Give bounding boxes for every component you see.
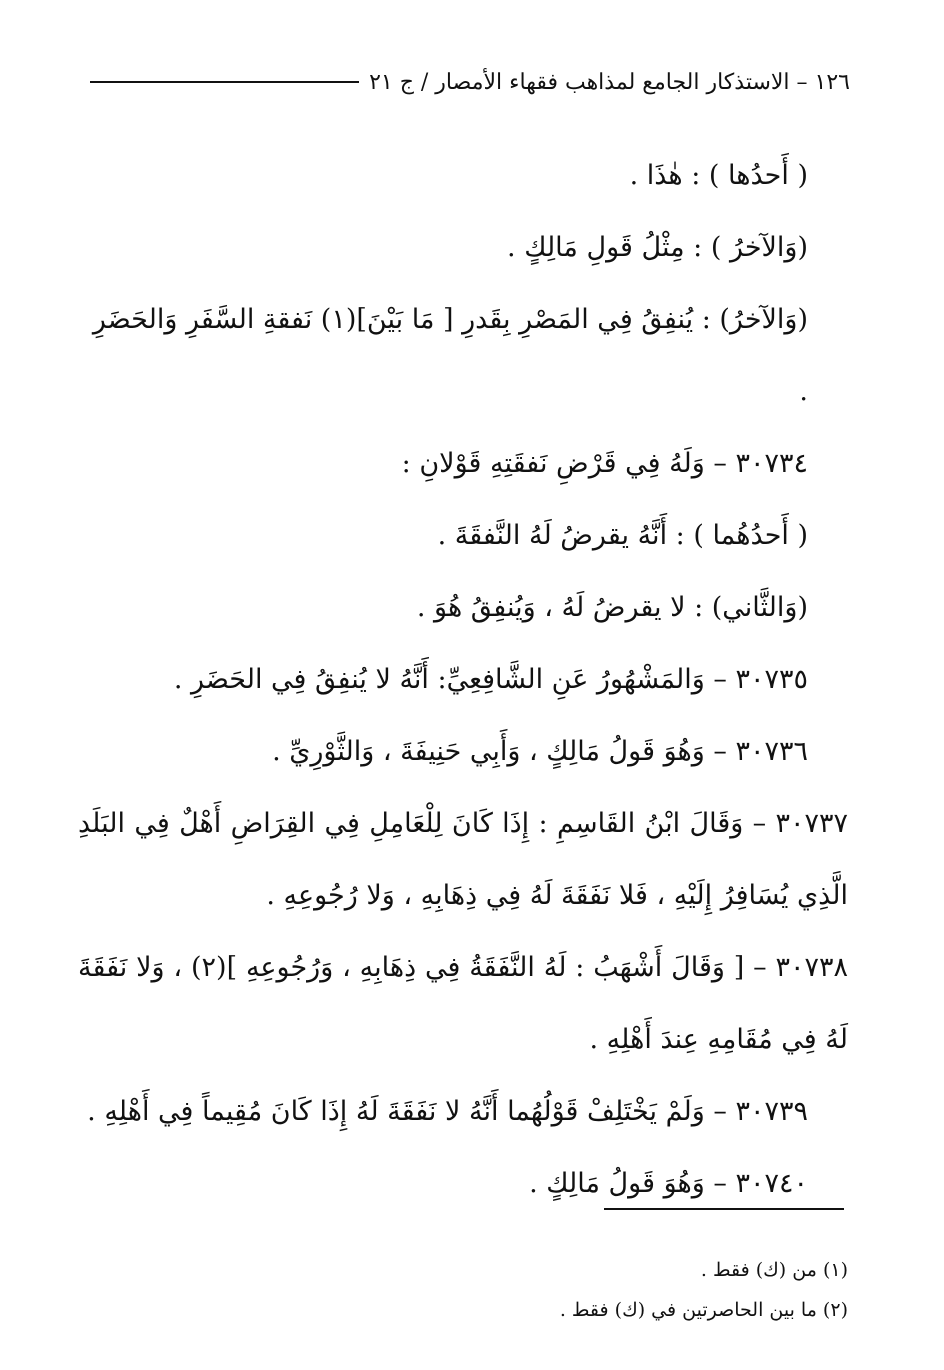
footnote: (٢) ما بين الحاصرتين في (ك) فقط . <box>559 1299 848 1321</box>
paragraph: (وَالثَّاني) : لا يقرضُ لَهُ ، وَيُنفِقُ هُوَ . <box>416 592 808 623</box>
page-header <box>90 62 850 102</box>
running-title: ١٢٦ – الاستذكار الجامع لمذاهب فقهاء الأمصار / ج ٢١ <box>369 69 850 95</box>
paragraph: ( أَحدُها ) : هٰذَا . <box>629 160 808 191</box>
footnote: (١) من (ك) فقط . <box>700 1259 848 1281</box>
paragraph: ٣٠٧٣٥ – وَالمَشْهُورُ عَنِ الشَّافِعِيِّ: أَنَّهُ لا يُنفِقُ فِي الحَضَرِ . <box>173 664 808 695</box>
header-rule <box>90 81 359 83</box>
paragraph: ٣٠٧٣٧ – وَقَالَ ابْنُ القَاسِمِ : إِذَا كَانَ لِلْعَامِلِ فِي القِرَاضِ أَهْلٌ فِي البَلَدِ الَّذِي يُسَافِرُ إِلَيْهِ ، فَلا نَفَقَةَ لَهُ فِي ذِهَابِهِ ، وَلا رُجُوعِهِ . <box>78 808 848 911</box>
paragraph: (وَالآخرُ) : يُنفِقُ فِي المَصْرِ بِقَدرِ [ مَا بَيْنَ](١) نَفقةِ السَّفَرِ وَالحَضَرِ . <box>92 304 808 407</box>
paragraph: ٣٠٧٣٤ – وَلَهُ فِي قَرْضِ نَفقَتِهِ قَوْلانِ : <box>401 448 808 479</box>
paragraph: ٣٠٧٤٠ – وَهُوَ قَولُ مَالِكٍ . <box>529 1168 808 1199</box>
paragraph: (وَالآخرُ ) : مِثْلُ قَولِ مَالِكٍ . <box>507 232 808 263</box>
paragraph: ( أَحدُهُما ) : أَنَّهُ يقرضُ لَهُ النَّفقَةَ . <box>437 520 808 551</box>
footnotes <box>300 1250 848 1330</box>
paragraph: ٣٠٧٣٦ – وَهُوَ قَولُ مَالِكٍ ، وَأَبِي حَنِيفَةَ ، وَالثَّوْرِيِّ . <box>272 736 808 767</box>
footnote-rule <box>604 1208 844 1210</box>
paragraph: ٣٠٧٣٩ – وَلَمْ يَخْتَلِفْ قَوْلُهُما أَنَّهُ لا نَفَقَةَ لَهُ إِذَا كَانَ مُقِيماً فِي أَهْلِهِ . <box>87 1096 808 1127</box>
paragraph: ٣٠٧٣٨ – [ وَقَالَ أَشْهَبُ : لَهُ النَّفَقَةُ فِي ذِهَابِهِ ، وَرُجُوعِهِ ](٢) ، وَلا نَفَقَةَ لَهُ فِي مُقَامِهِ عِندَ أَهْلِهِ . <box>78 952 848 1055</box>
main-text <box>78 140 848 1220</box>
